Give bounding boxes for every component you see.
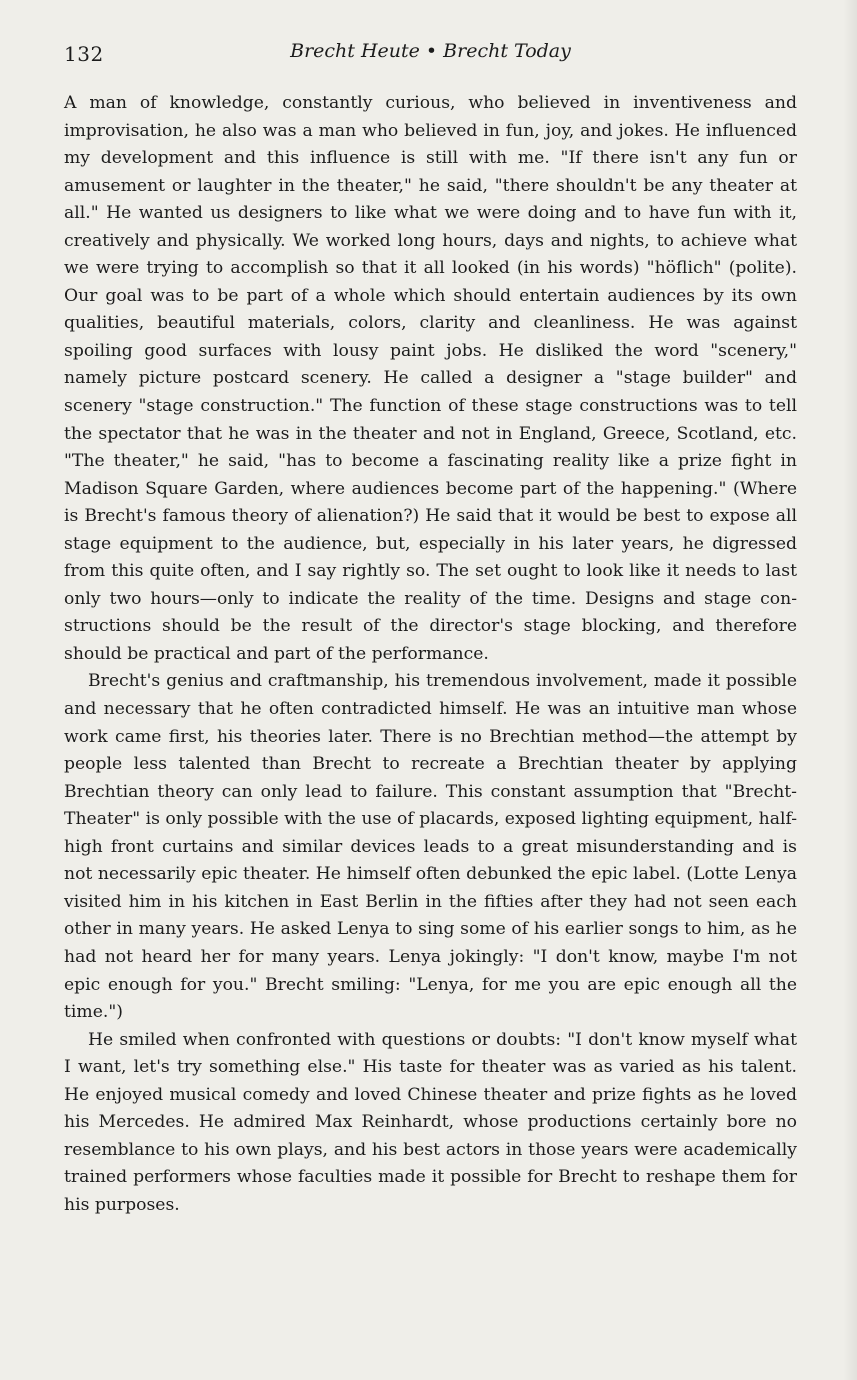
body-text [64,90,797,1219]
paragraph-2: Brecht's genius and craftmanship, his tremendous involvement, made it possible and necessary that he often contradicted himself. He was an intuitive man whose work came first, his theories later. There is no Brechtian method—the attempt by people less talented than Brecht to recreate a Brechtian theater by applying Brechtian theory can only lead to failure. This constant assumption that "Brecht-Theater" is only possible with the use of placards, exposed lighting equipment, half-high front curtains and similar devices leads to a great misunderstanding and is not necessarily epic theater. He himself often debunked the epic label. (Lotte Lenya visited him in his kitchen in East Berlin in the fifties after they had not seen each other in many years. He asked Lenya to sing some of his earlier songs to him, as he had not heard her for many years. Lenya jokingly: "I don't know, maybe I'm not epic enough for you." Brecht smiling: "Lenya, for me you are epic enough all the time.") [64,671,797,1023]
paragraph-3: He smiled when confronted with questions or doubts: "I don't know myself what I want, let's try something else." His taste for theater was as varied as his talent. He enjoyed musical comedy and loved Chinese theater and prize fights as he loved his Mercedes. He admired Max Reinhardt, whose productions certainly bore no resemblance to his own plays, and his best actors in those years were academically trained performers whose faculties made it possible for Brecht to reshape them for his purposes. [64,1029,797,1215]
page-edge-shadow [843,0,857,1380]
paragraph-1: A man of knowledge, constantly curious, who believed in inventiveness and improvisation, he also was a man who believed in fun, joy, and jokes. He influenced my development and this influence is still with me. "If there isn't any fun or amusement or laughter in the theater," he said, "there shouldn't be any theater at all." He wanted us designers to like what we were doing and to have fun with it, creatively and physically. We worked long hours, days and nights, to achieve what we were trying to accomplish so that it all looked (in his words) "höflich" (polite). Our goal was to be part of a whole which should entertain audiences by its own qualities, beautiful materials, colors, clarity and cleanliness. He was against spoiling good surfaces with lousy paint jobs. He disliked the word "scenery," namely picture postcard scenery. He called a designer a "stage builder" and scenery "stage construction." The function of these stage constructions was to tell the spectator that he was in the theater and not in England, Greece, Scotland, etc. "The theater," he said, "has to become a fascinating reality like a prize fight in Madison Square Garden, where audiences become part of the happening." (Where is Brecht's famous theory of alienation?) He said that it would be best to expose all stage equipment to the audience, but, especially in his later years, he digressed from this quite often, and I say rightly so. The set ought to look like it needs to last only two hours—only to indicate the reality of the time. Designs and stage constructions should be the result of the director's stage blocking, and therefore should be practical and part of the performance. [64,93,797,664]
running-title: Brecht Heute • Brecht Today [290,40,571,62]
page-number: 132 [64,42,104,66]
running-head [64,38,797,68]
